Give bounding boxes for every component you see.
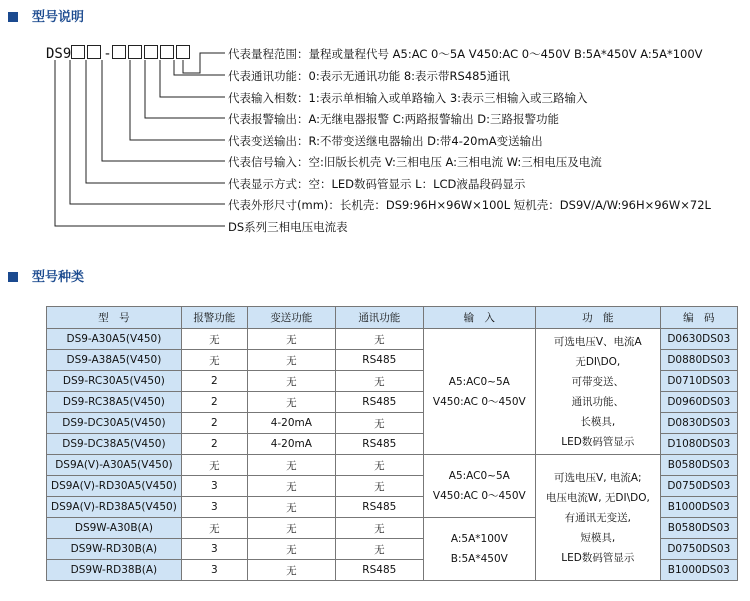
- cell-transmit: 无: [247, 350, 335, 371]
- cell-input-group: [423, 329, 535, 455]
- cell-alarm: 无: [181, 329, 247, 350]
- function-line: 可选电压V, 电流A;: [554, 471, 642, 484]
- cell-transmit: 无: [247, 476, 335, 497]
- function-line: 电压电流W, 无DI\DO,: [545, 491, 650, 504]
- model-code-pattern: DS9 -: [46, 45, 192, 62]
- cell-code: B0580DS03: [660, 455, 737, 476]
- cell-code: D0710DS03: [660, 371, 737, 392]
- cell-communication: 无: [335, 329, 423, 350]
- cell-code: B1000DS03: [660, 497, 737, 518]
- cell-transmit: 无: [247, 497, 335, 518]
- function-line: 长模具,: [580, 415, 616, 428]
- function-line: 有通讯无变送,: [564, 511, 631, 524]
- cell-alarm: 3: [181, 560, 247, 581]
- table-header-row: [47, 307, 738, 329]
- desc-dimensions: 代表外形尺寸(mm)：长机壳：DS9:96H×96W×100L 短机壳：DS9V/A/W:96H×96W×72L: [228, 198, 711, 212]
- cell-model: DS9-RC38A5(V450): [47, 392, 182, 413]
- cell-transmit: 4-20mA: [247, 413, 335, 434]
- function-line: 可选电压V、电流A: [553, 335, 642, 348]
- desc-series: DS系列三相电压电流表: [228, 220, 348, 234]
- section-title-model-types: 型号种类: [8, 266, 84, 285]
- header-communication: 通讯功能: [335, 307, 423, 329]
- cell-transmit: 无: [247, 392, 335, 413]
- table-row: [47, 329, 738, 350]
- header-model: 型 号: [47, 307, 182, 329]
- cell-transmit: 无: [247, 518, 335, 539]
- cell-transmit: 无: [247, 329, 335, 350]
- cell-model: DS9A(V)-A30A5(V450): [47, 455, 182, 476]
- section-title-model-description: 型号说明: [8, 6, 84, 25]
- desc-communication: 代表通讯功能：0:表示无通讯功能 8:表示带RS485通讯: [228, 69, 510, 83]
- cell-code: D0750DS03: [660, 539, 737, 560]
- cell-alarm: 无: [181, 518, 247, 539]
- cell-code: D1080DS03: [660, 434, 737, 455]
- cell-communication: 无: [335, 371, 423, 392]
- input-line: B:5A*450V: [450, 553, 508, 565]
- cell-code: D0830DS03: [660, 413, 737, 434]
- cell-code: D0880DS03: [660, 350, 737, 371]
- input-line: A5:AC0~5A: [448, 375, 510, 388]
- cell-model: DS9W-A30B(A): [47, 518, 182, 539]
- cell-communication: 无: [335, 518, 423, 539]
- cell-communication: 无: [335, 476, 423, 497]
- function-line: LED数码管显示: [561, 551, 635, 564]
- cell-function-group: [535, 455, 660, 581]
- input-line: A5:AC0~5A: [448, 470, 510, 482]
- input-line: V450:AC 0～450V: [432, 395, 526, 408]
- header-code: 编 码: [660, 307, 737, 329]
- desc-signal-input: 代表信号输入：空:旧版长机壳 V:三相电压 A:三相电流 W:三相电压及电流: [228, 155, 602, 169]
- cell-communication: 无: [335, 539, 423, 560]
- cell-code: B0580DS03: [660, 518, 737, 539]
- desc-transmit-output: 代表变送输出：R:不带变送继电器输出 D:带4-20mA变送输出: [228, 134, 543, 148]
- cell-alarm: 3: [181, 539, 247, 560]
- cell-communication: RS485: [335, 497, 423, 518]
- header-function: 功 能: [535, 307, 660, 329]
- square-bullet-icon: [8, 272, 18, 282]
- cell-alarm: 无: [181, 350, 247, 371]
- cell-input-group: [423, 518, 535, 581]
- cell-model: DS9-DC38A5(V450): [47, 434, 182, 455]
- cell-input-group: [423, 455, 535, 518]
- function-line: 通讯功能、: [571, 395, 625, 408]
- desc-range: 代表量程范围：量程或量程代号 A5:AC 0～5A V450:AC 0～450V B:5A*450V A:5A*100V: [228, 47, 703, 61]
- desc-alarm-output: 代表报警输出：A:无继电器报警 C:两路报警输出 D:三路报警功能: [228, 112, 559, 126]
- model-table: [46, 306, 738, 581]
- input-line: A:5A*100V: [450, 533, 508, 545]
- function-line: 可带变送、: [571, 375, 625, 388]
- cell-alarm: 2: [181, 371, 247, 392]
- cell-transmit: 无: [247, 455, 335, 476]
- cell-model: DS9-RC30A5(V450): [47, 371, 182, 392]
- input-line: V450:AC 0～450V: [432, 490, 526, 502]
- cell-transmit: 无: [247, 371, 335, 392]
- cell-model: DS9W-RD38B(A): [47, 560, 182, 581]
- cell-code: D0750DS03: [660, 476, 737, 497]
- header-input: 输 入: [423, 307, 535, 329]
- cell-communication: 无: [335, 413, 423, 434]
- cell-transmit: 无: [247, 539, 335, 560]
- header-transmit: 变送功能: [247, 307, 335, 329]
- desc-display-mode: 代表显示方式：空：LED数码管显示 L：LCD液晶段码显示: [228, 177, 526, 191]
- cell-code: D0960DS03: [660, 392, 737, 413]
- cell-code: B1000DS03: [660, 560, 737, 581]
- cell-model: DS9-A30A5(V450): [47, 329, 182, 350]
- table-row: [47, 455, 738, 476]
- cell-code: D0630DS03: [660, 329, 737, 350]
- cell-alarm: 3: [181, 476, 247, 497]
- cell-alarm: 3: [181, 497, 247, 518]
- function-line: 无DI\DO,: [575, 355, 621, 368]
- cell-model: DS9-DC30A5(V450): [47, 413, 182, 434]
- cell-communication: RS485: [335, 434, 423, 455]
- cell-alarm: 2: [181, 392, 247, 413]
- cell-alarm: 2: [181, 434, 247, 455]
- cell-communication: 无: [335, 455, 423, 476]
- cell-communication: RS485: [335, 350, 423, 371]
- cell-transmit: 无: [247, 560, 335, 581]
- cell-communication: RS485: [335, 392, 423, 413]
- cell-model: DS9W-RD30B(A): [47, 539, 182, 560]
- cell-communication: RS485: [335, 560, 423, 581]
- function-line: LED数码管显示: [561, 435, 635, 448]
- cell-transmit: 4-20mA: [247, 434, 335, 455]
- cell-alarm: 2: [181, 413, 247, 434]
- cell-model: DS9A(V)-RD30A5(V450): [47, 476, 182, 497]
- cell-alarm: 无: [181, 455, 247, 476]
- function-line: 短模具,: [580, 531, 616, 544]
- desc-input-phase: 代表输入相数：1:表示单相输入或单路输入 3:表示三相输入或三路输入: [228, 91, 588, 105]
- header-alarm: 报警功能: [181, 307, 247, 329]
- cell-function-group: [535, 329, 660, 455]
- cell-model: DS9-A38A5(V450): [47, 350, 182, 371]
- cell-model: DS9A(V)-RD38A5(V450): [47, 497, 182, 518]
